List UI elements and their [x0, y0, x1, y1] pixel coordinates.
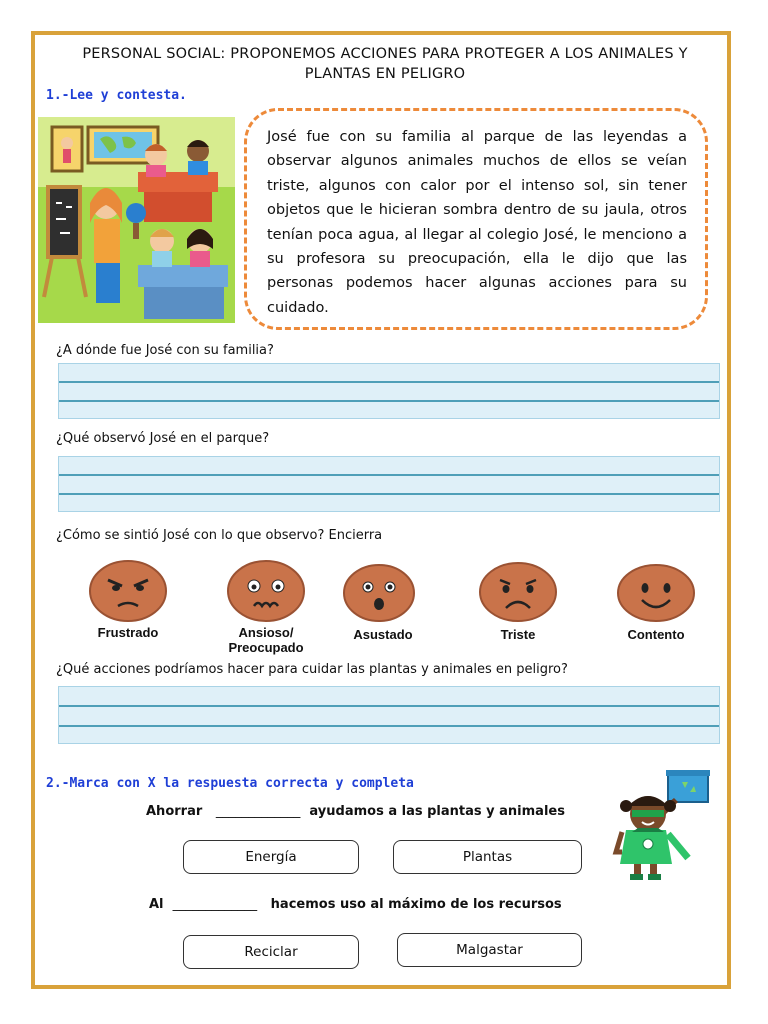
scared-face-icon[interactable]	[342, 564, 416, 622]
sentence-2-blank[interactable]: _____________	[172, 897, 258, 912]
option-reciclar-button[interactable]: Reciclar	[183, 935, 359, 969]
option-plantas-button[interactable]: Plantas	[393, 840, 582, 874]
frustrated-face-icon[interactable]	[88, 560, 168, 622]
section-1-heading: 1.-Lee y contesta.	[46, 88, 187, 103]
question-4: ¿Qué acciones podríamos hacer para cuidar las plantas y animales en peligro?	[56, 662, 568, 677]
recycling-girl-illustration	[612, 770, 712, 882]
question-3: ¿Cómo se sintió José con lo que observo? Encierra	[56, 528, 383, 543]
option-malgastar-button[interactable]: Malgastar	[397, 933, 582, 967]
story-text-box: José fue con su familia al parque de las leyendas a observar algunos animales muchos de ellos se veían triste, algunos con calor por el intenso sol, sin tener objetos que le hicieran sombra dentro de su jaula, otros tenían poca agua, al llegar al colegio José, le menciono a su profesora su preocupación, ella le dijo que las personas podemos hacer algunas acciones para su cuidado.	[244, 108, 708, 330]
sentence-1-blank[interactable]: _____________	[215, 804, 301, 819]
answer-field-1[interactable]	[58, 363, 720, 419]
answer-field-4[interactable]	[58, 686, 720, 744]
fill-in-sentence-1	[146, 804, 565, 819]
emotion-label-contento: Contento	[627, 627, 685, 642]
fill-in-sentence-2	[149, 897, 562, 912]
section-2-heading: 2.-Marca con X la respuesta correcta y completa	[46, 776, 414, 791]
sentence-1-start: Ahorrar	[146, 804, 203, 819]
classroom-illustration	[38, 117, 235, 323]
question-1: ¿A dónde fue José con su familia?	[56, 343, 274, 358]
worksheet-title-line-2: PLANTAS EN PELIGRO	[304, 66, 466, 82]
sentence-1-end: ayudamos a las plantas y animales	[309, 804, 565, 819]
emotion-label-ansioso: Ansioso/ Preocupado	[228, 625, 304, 655]
happy-face-icon[interactable]	[616, 564, 696, 622]
sentence-2-end: hacemos uso al máximo de los recursos	[270, 897, 562, 912]
sentence-2-start: Al	[149, 897, 164, 912]
answer-field-2[interactable]	[58, 456, 720, 512]
emotion-label-frustrado: Frustrado	[97, 625, 159, 640]
emotion-label-triste: Triste	[500, 627, 536, 642]
sad-face-icon[interactable]	[478, 562, 558, 622]
question-2: ¿Qué observó José en el parque?	[56, 431, 270, 446]
worksheet-title-line-1: PERSONAL SOCIAL: PROPONEMOS ACCIONES PARA PROTEGER A LOS ANIMALES Y	[82, 46, 688, 62]
anxious-face-icon[interactable]	[226, 560, 306, 622]
emotion-label-asustado: Asustado	[353, 627, 413, 642]
option-energia-button[interactable]: Energía	[183, 840, 359, 874]
